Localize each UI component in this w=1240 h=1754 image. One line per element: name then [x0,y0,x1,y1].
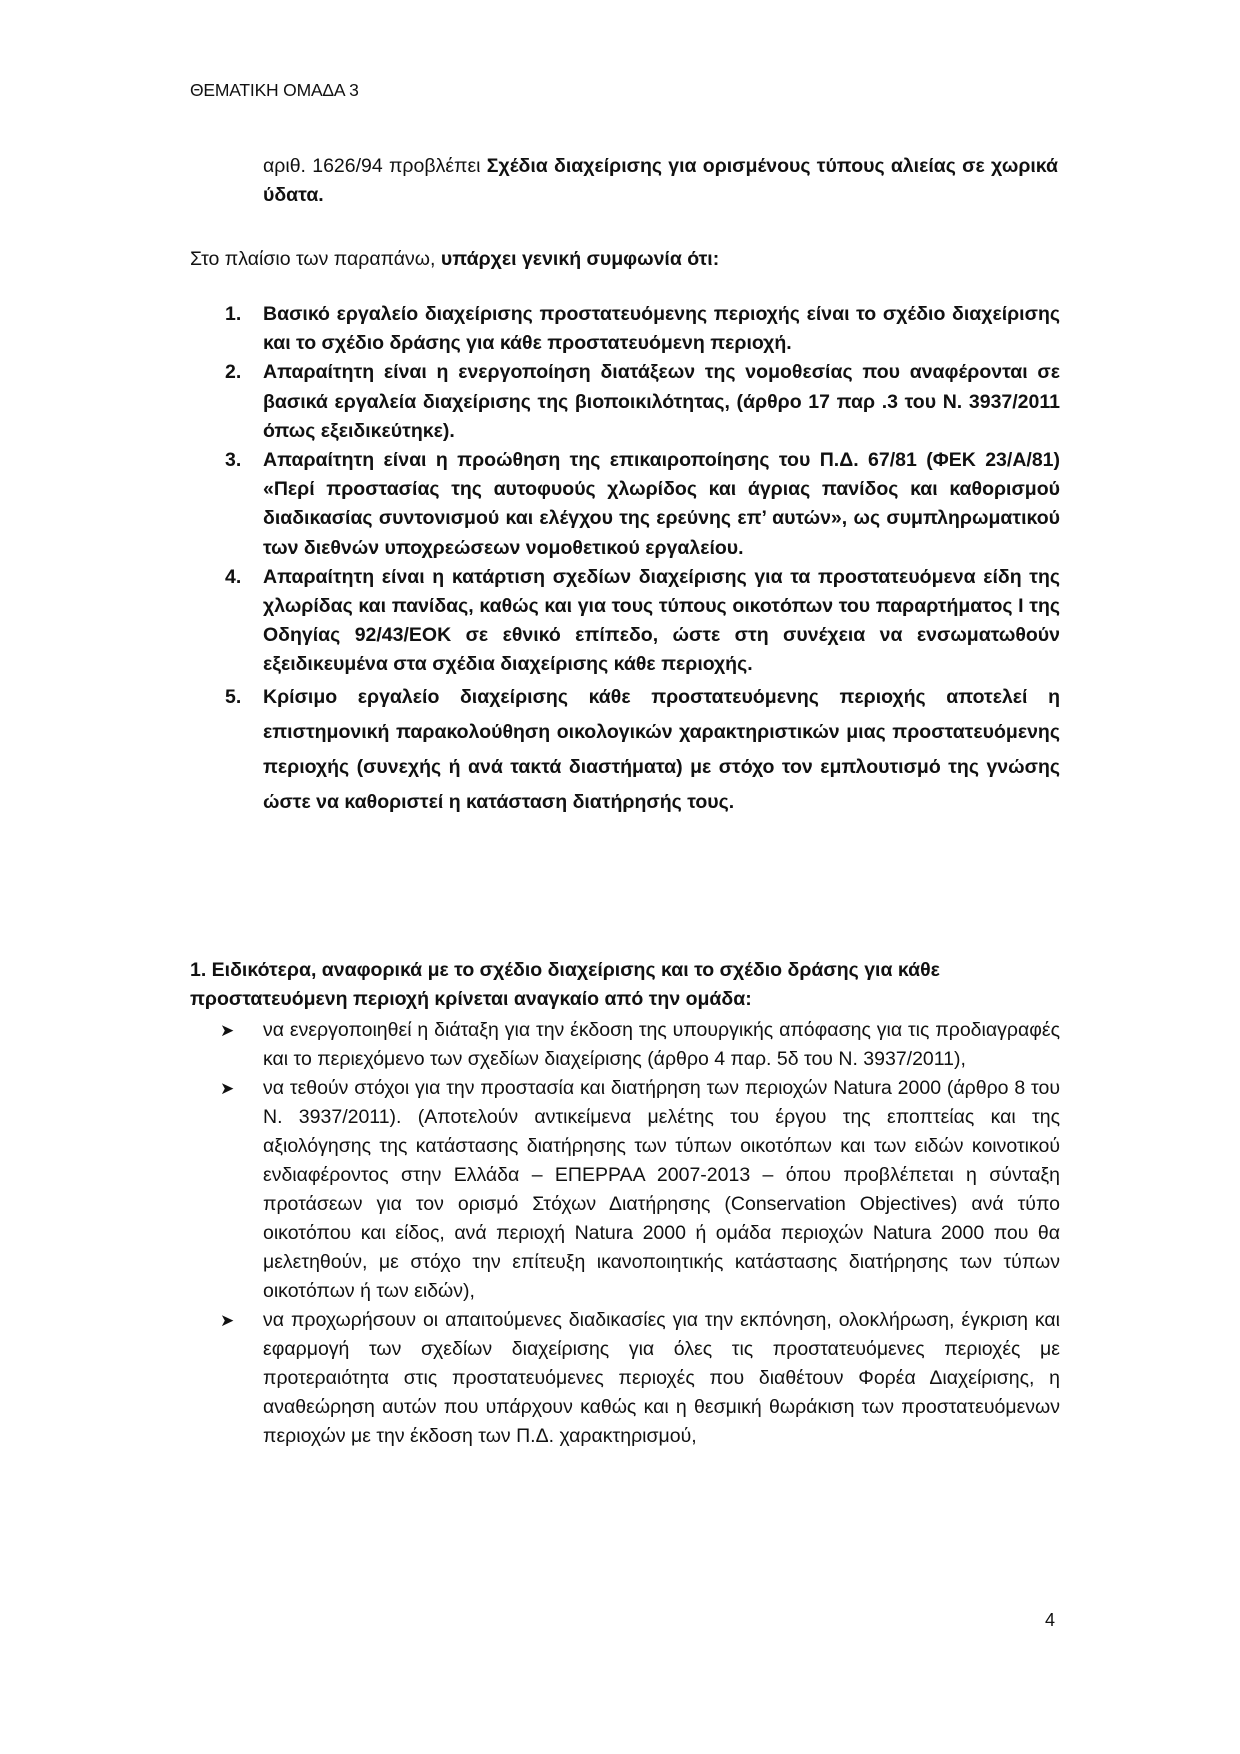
bullet-text: να ενεργοποιηθεί η διάταξη για την έκδοση της υπουργικής απόφασης για τις προδιαγραφές και το περιεχόμενο των σχεδίων διαχείρισης (άρθρο 4 παρ. 5δ του Ν. 3937/2011), [263,1019,1060,1070]
list-item [225,446,1060,563]
list-number: 2. [225,361,242,384]
intro-paragraph [190,245,1060,274]
list-number: 4. [225,565,242,588]
list-number: 3. [225,449,242,472]
list-item-text: Απαραίτητη είναι η προώθηση της επικαιροποίησης του Π.Δ. 67/81 (ΦΕΚ 23/Α/81) «Περί προστασίας της αυτοφυούς χλωρίδος και άγριας πανίδος και καθορισμού διαδικασίας συντονισμού και ελέγχου της ερεύνης επ’ αυτών», ως συμπληρωματικού των διεθνών υποχρεώσεων νομοθετικού εργαλείου. [263,449,1060,559]
list-item [225,680,1060,820]
list-item-text: Κρίσιμο εργαλείο διαχείρισης κάθε προστατευόμενης περιοχής αποτελεί η επιστημονική παρακολούθηση οικολογικών χαρακτηριστικών μιας προστατευόμενης περιοχής (συνεχής ή ανά τακτά διαστήματα) με στόχο τον εμπλουτισμό της γνώσης ώστε να καθοριστεί η κατάσταση διατήρησής τους. [263,685,1060,813]
arrow-bullet-icon: ➤ [220,1021,235,1040]
bullet-text: να τεθούν στόχοι για την προστασία και διατήρηση των περιοχών Natura 2000 (άρθρο 8 του Ν. 3937/2011). (Αποτελούν αντικείμενα μελέτης του έργου της εποπτείας και της αξιολόγησης της κατάστασης διατήρησης των τύπων οικοτόπων και των ειδών κοινοτικού ενδιαφέροντος στην Ελλάδα – ΕΠΕΡΡΑΑ 2007-2013 – όπου προβλέπεται η σύνταξη προτάσεων για τον ορισμό Στόχων Διατήρησης (Conservation Objectives) ανά τύπο οικοτόπου και είδος, ανά περιοχή Natura 2000 ή ομάδα περιοχών Natura 2000 που θα μελετηθούν, με στόχο την επίτευξη ικανοποιητικής κατάστασης διατήρησης των τύπων οικοτόπων ή των ειδών), [263,1077,1060,1302]
agreement-numbered-list [225,300,1060,820]
page-header: ΘΕΜΑΤΙΚΗ ΟΜΑΔΑ 3 [190,80,359,100]
list-item [225,563,1060,680]
list-item-text: Βασικό εργαλείο διαχείρισης προστατευόμενης περιοχής είναι το σχέδιο διαχείρισης και το σχέδιο δράσης για κάθε προστατευόμενη περιοχή. [263,303,1060,355]
list-number: 5. [225,685,242,708]
list-number: 1. [225,303,242,325]
intro-bold: υπάρχει γενική συμφωνία ότι: [440,248,720,270]
bullet-item [220,1074,1060,1306]
top-paragraph-bold: Σχέδια διαχείρισης για ορισμένους τύπους αλιείας σε χωρικά ύδατα. [263,155,1059,206]
bullet-item [220,1306,1060,1451]
list-item-text: Απαραίτητη είναι η ενεργοποίηση διατάξεων της νομοθεσίας που αναφέρονται σε βασικά εργαλεία διαχείρισης της βιοποικιλότητας, (άρθρο 17 παρ .3 του Ν. 3937/2011 όπως εξειδικεύτηκε). [263,361,1060,442]
bullet-item [220,1016,1060,1074]
intro-normal: Στο πλαίσιο των παραπάνω, [190,248,441,270]
bullet-text: να προχωρήσουν οι απαιτούμενες διαδικασίες για την εκπόνηση, ολοκλήρωση, έγκριση και εφαρμογή των σχεδίων διαχείρισης για όλες τις προστατευόμενες περιοχές με προτεραιότητα στις προστατευόμενες περιοχές που διαθέτουν Φορέα Διαχείρισης, η αναθεώρηση αυτών που υπάρχουν καθώς και η θεσμική θωράκιση των προστατευόμενων περιοχών με την έκδοση των Π.Δ. χαρακτηρισμού, [263,1309,1060,1447]
section-1-heading: 1. Ειδικότερα, αναφορικά με το σχέδιο διαχείρισης και το σχέδιο δράσης για κάθε προστατευόμενη περιοχή κρίνεται αναγκαίο από την ομάδα: [190,959,940,1010]
page-number: 4 [1045,1610,1056,1630]
arrow-bullet-icon: ➤ [220,1079,235,1098]
list-item-text: Απαραίτητη είναι η κατάρτιση σχεδίων διαχείρισης για τα προστατευόμενα είδη της χλωρίδας και πανίδας, καθώς και για τους τύπους οικοτόπων του παραρτήματος Ι της Οδηγίας 92/43/ΕΟΚ σε εθνικό επίπεδο, ώστε στη συνέχεια να ενσωματωθούν εξειδικευμένα στα σχέδια διαχείρισης κάθε περιοχής. [263,565,1060,676]
top-paragraph-normal: αριθ. 1626/94 προβλέπει [263,155,487,177]
list-item [225,358,1060,446]
section-1-bullet-list [220,1016,1060,1451]
list-item [225,300,1060,358]
top-paragraph [263,152,1058,210]
arrow-bullet-icon: ➤ [220,1311,235,1330]
